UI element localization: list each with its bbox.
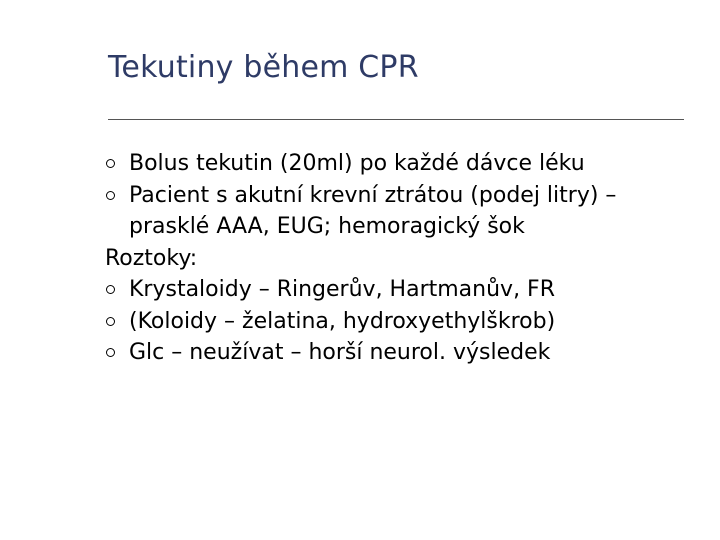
list-item-text: Pacient s akutní krevní ztrátou (podej litry) – prasklé AAA, EUG; hemoragický šok <box>129 182 617 239</box>
list-item-text: Krystaloidy – Ringerův, Hartmanův, FR <box>129 277 555 302</box>
list-item <box>105 306 705 338</box>
hollow-circle-bullet-icon <box>106 348 115 357</box>
list-item <box>105 148 705 180</box>
section-label <box>105 243 705 275</box>
list-item-text: Glc – neužívat – horší neurol. výsledek <box>129 340 551 365</box>
title-divider <box>108 119 684 120</box>
hollow-circle-bullet-icon <box>106 285 115 294</box>
bullet-list <box>105 148 705 369</box>
list-item <box>105 180 669 243</box>
list-item-text: (Koloidy – želatina, hydroxyethylškrob) <box>129 308 556 334</box>
hollow-circle-bullet-icon <box>106 317 115 326</box>
list-item <box>105 274 705 306</box>
list-item <box>105 337 705 369</box>
hollow-circle-bullet-icon <box>106 159 115 168</box>
hollow-circle-bullet-icon <box>106 191 115 200</box>
section-label-text: Roztoky: <box>105 245 198 271</box>
list-item-text: Bolus tekutin (20ml) po každé dávce léku <box>129 151 585 176</box>
slide-title: Tekutiny během CPR <box>108 50 419 85</box>
